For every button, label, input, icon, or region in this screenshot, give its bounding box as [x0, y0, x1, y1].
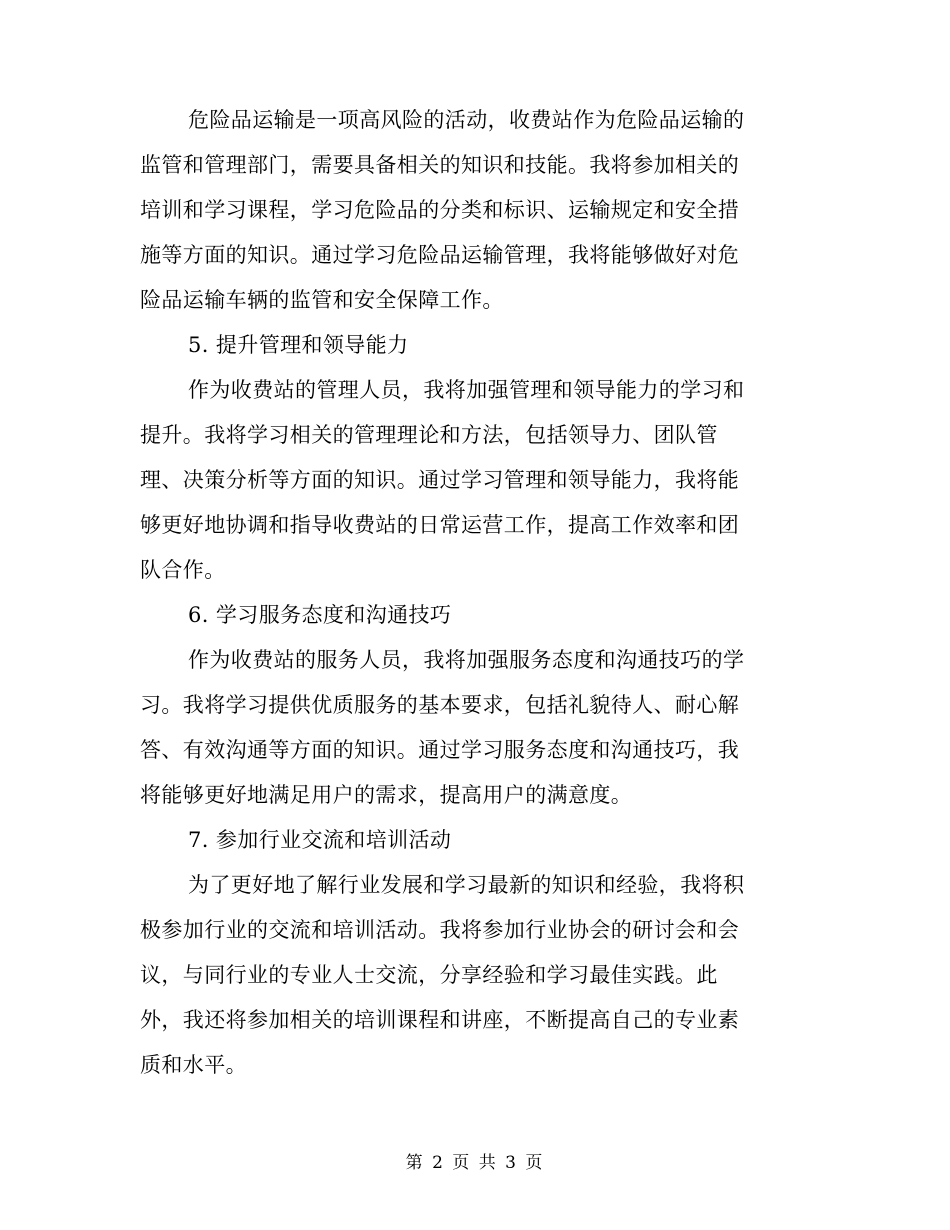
text-line: 极参加行业的交流和培训活动。我将参加行业协会的研讨会和会 [140, 918, 740, 942]
text-line: 够更好地协调和指导收费站的日常运营工作，提高工作效率和团 [140, 513, 740, 537]
text-line: 险品运输车辆的监管和安全保障工作。 [140, 288, 504, 312]
text-line: 外，我还将参加相关的培训课程和讲座，不断提高自己的专业素 [140, 1008, 740, 1032]
document-body [140, 98, 800, 1088]
text-line: 提升。我将学习相关的管理理论和方法，包括领导力、团队管 [140, 423, 718, 447]
text-line: 习。我将学习提供优质服务的基本要求，包括礼貌待人、耐心解 [140, 693, 740, 717]
paragraph [140, 98, 800, 323]
text-line: 6. 学习服务态度和沟通技巧 [188, 603, 452, 627]
text-line: 培训和学习课程，学习危险品的分类和标识、运输规定和安全措 [140, 198, 740, 222]
text-line: 监管和管理部门，需要具备相关的知识和技能。我将参加相关的 [140, 153, 740, 177]
text-line: 队合作。 [140, 558, 226, 582]
text-line: 议，与同行业的专业人士交流，分享经验和学习最佳实践。此 [140, 963, 718, 987]
paragraph [140, 638, 800, 818]
text-line: 作为收费站的管理人员，我将加强管理和领导能力的学习和 [188, 378, 745, 402]
page-footer: 第 2 页 共 3 页 [405, 1153, 545, 1173]
section-heading [140, 818, 800, 863]
text-line: 答、有效沟通等方面的知识。通过学习服务态度和沟通技巧，我 [140, 738, 740, 762]
text-line: 质和水平。 [140, 1053, 247, 1077]
text-line: 7. 参加行业交流和培训活动 [188, 828, 452, 852]
paragraph [140, 863, 800, 1088]
text-line: 将能够更好地满足用户的需求，提高用户的满意度。 [140, 783, 633, 807]
text-line: 施等方面的知识。通过学习危险品运输管理，我将能够做好对危 [140, 243, 740, 267]
paragraph [140, 368, 800, 593]
section-heading [140, 593, 800, 638]
text-line: 5. 提升管理和领导能力 [188, 333, 409, 357]
text-line: 作为收费站的服务人员，我将加强服务态度和沟通技巧的学 [188, 648, 745, 672]
text-line: 为了更好地了解行业发展和学习最新的知识和经验，我将积 [188, 873, 745, 897]
section-heading [140, 323, 800, 368]
text-line: 危险品运输是一项高风险的活动，收费站作为危险品运输的 [188, 108, 745, 132]
text-line: 理、决策分析等方面的知识。通过学习管理和领导能力，我将能 [140, 468, 740, 492]
